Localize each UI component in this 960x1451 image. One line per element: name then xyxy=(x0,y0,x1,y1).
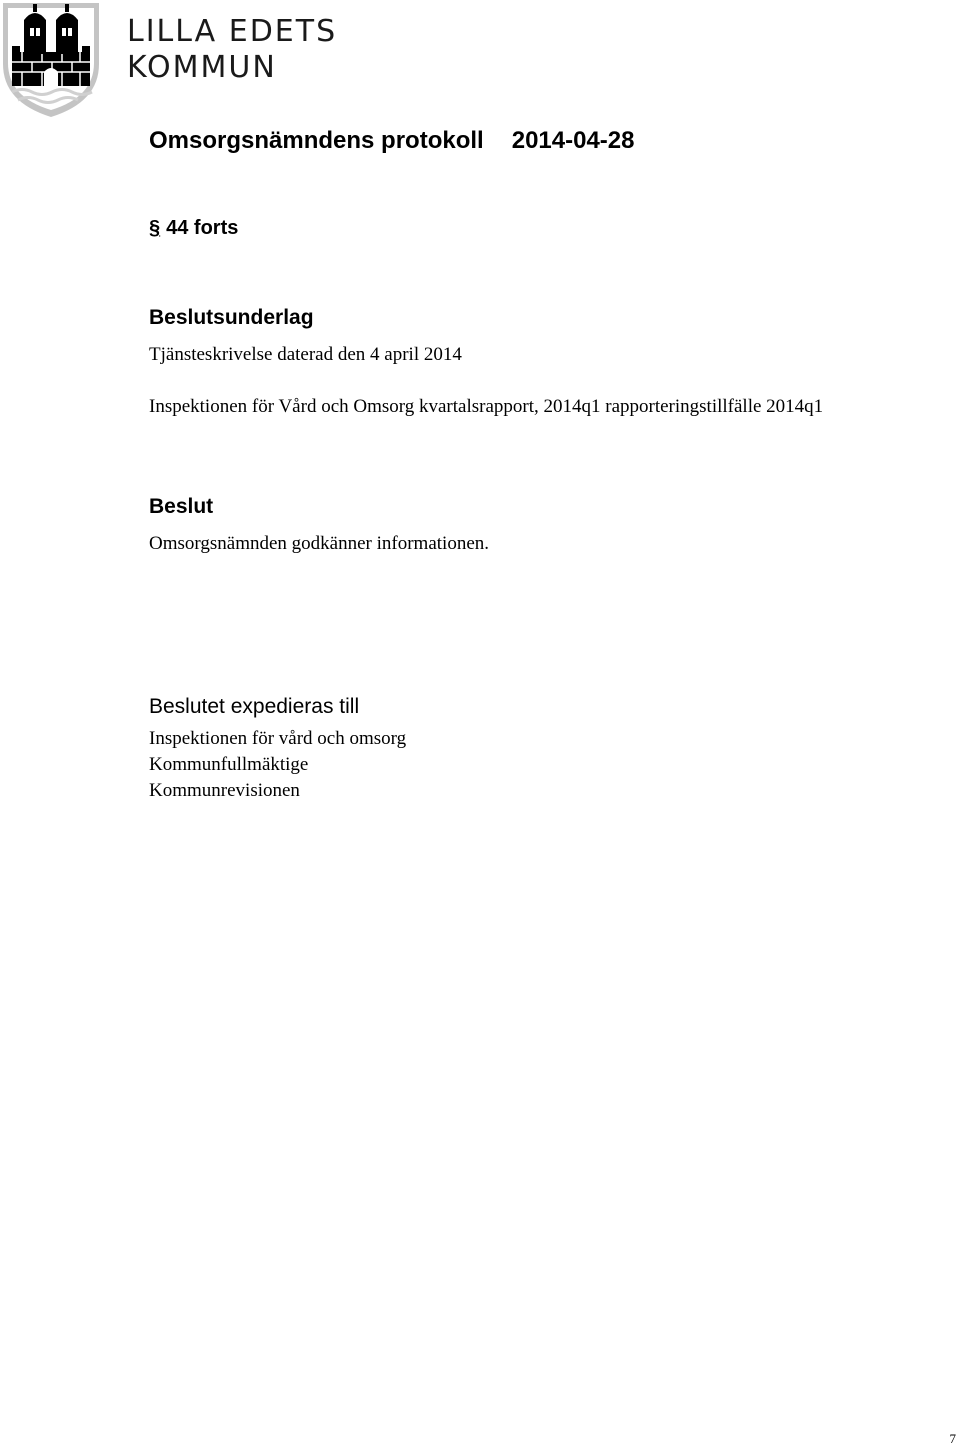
beslutsunderlag-heading: Beslutsunderlag xyxy=(149,306,314,329)
beslut-text: Omsorgsnämnden godkänner informationen. xyxy=(149,533,489,554)
document-date: 2014-04-28 xyxy=(511,127,635,154)
expedieras-heading: Beslutet expedieras till xyxy=(149,695,360,718)
beslutsunderlag-line-1: Tjänsteskrivelse daterad den 4 april 2014 xyxy=(149,344,462,365)
document-title-row xyxy=(149,127,634,155)
municipality-name-line1: LILLA EDETS xyxy=(127,14,338,49)
paragraph-reference xyxy=(149,217,238,240)
recipient-item: Inspektionen för vård och omsorg xyxy=(149,728,407,749)
page-number: 7 xyxy=(949,1431,956,1446)
beslut-heading: Beslut xyxy=(149,495,214,518)
beslutsunderlag-line-2: Inspektionen för Vård och Omsorg kvartalsrapport, 2014q1 rapporteringstillfälle 2014q1 xyxy=(149,396,824,417)
coat-of-arms-logo xyxy=(2,2,100,118)
section-symbol: § xyxy=(149,217,161,239)
document-title: Omsorgsnämndens protokoll xyxy=(149,127,484,154)
paragraph-number: 44 forts xyxy=(166,217,239,239)
municipality-name xyxy=(127,14,337,86)
recipient-list xyxy=(149,726,406,804)
recipient-item: Kommunrevisionen xyxy=(149,780,300,801)
recipient-item: Kommunfullmäktige xyxy=(149,754,309,775)
municipality-name-line2: KOMMUN xyxy=(127,50,277,85)
coat-of-arms-icon xyxy=(2,2,100,118)
